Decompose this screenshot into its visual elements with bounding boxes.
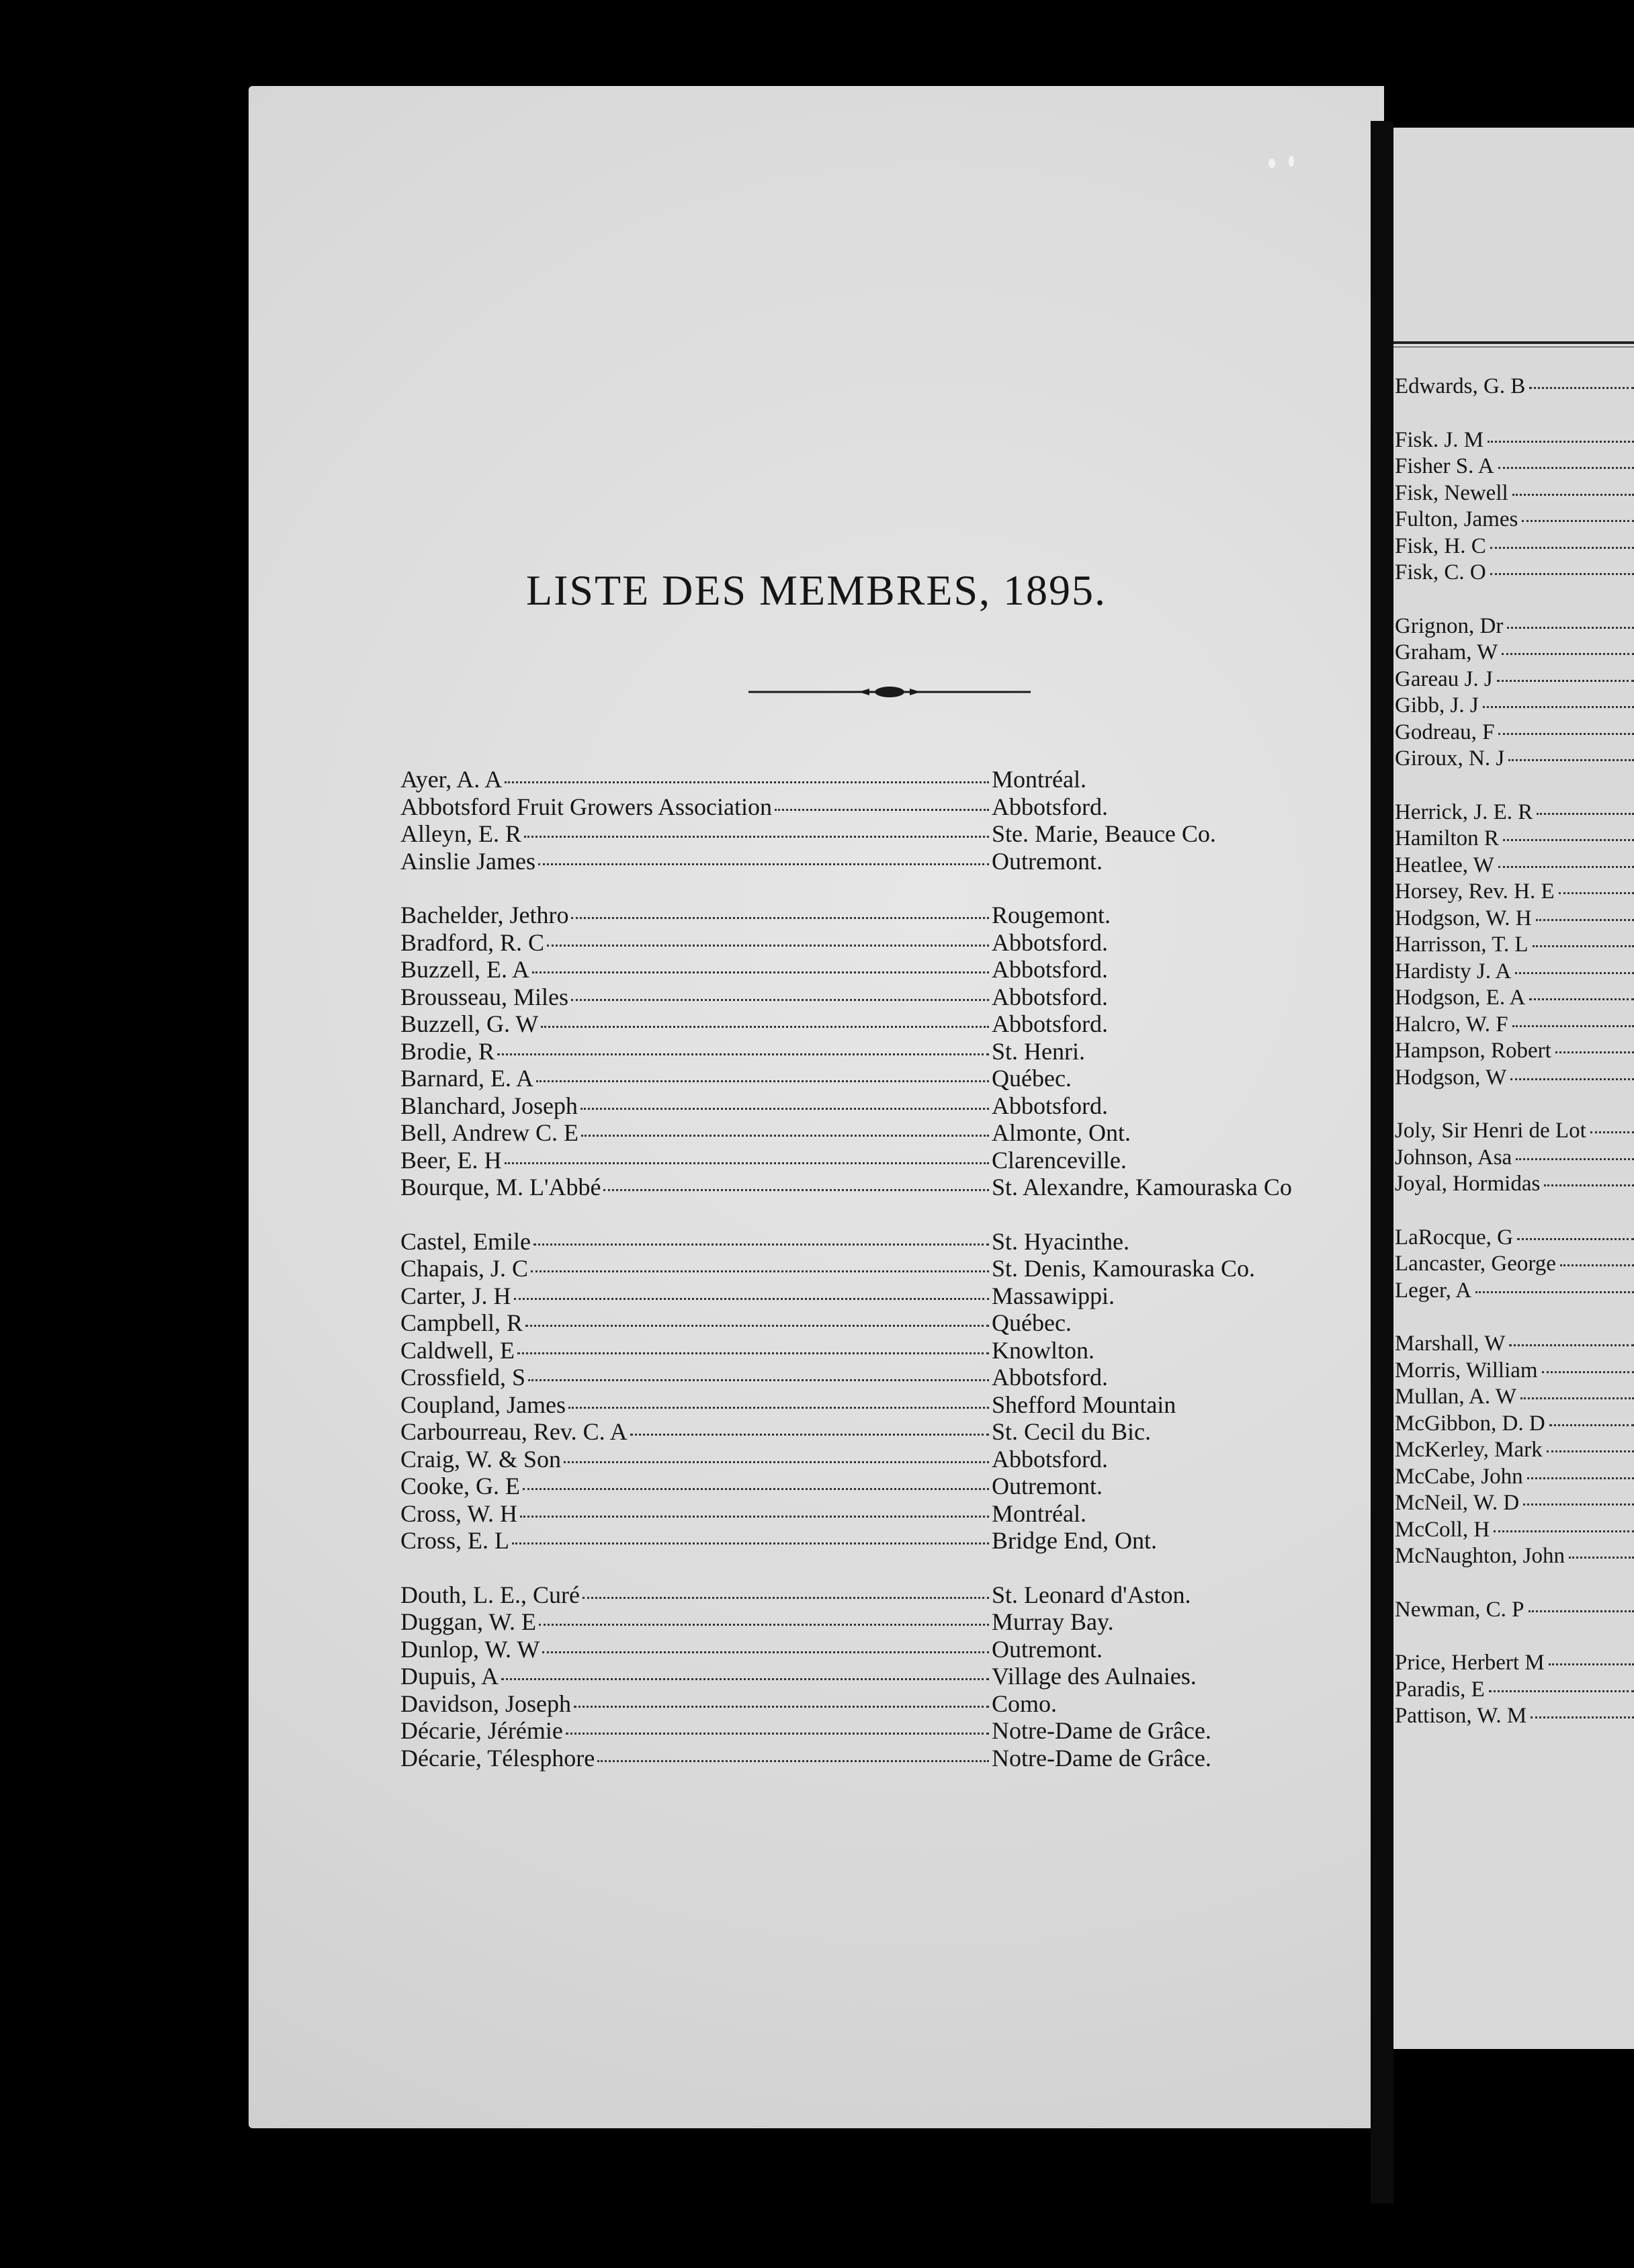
right-member-name: Herrick, J. E. R bbox=[1395, 799, 1533, 824]
leader-dots bbox=[520, 1516, 989, 1518]
leader-dots bbox=[1555, 1051, 1634, 1053]
member-place: St. Hyacinthe. bbox=[992, 1227, 1129, 1255]
member-name: Barnard, E. A bbox=[400, 1065, 533, 1092]
leader-dots bbox=[1549, 1424, 1634, 1426]
member-name: Ayer, A. A bbox=[400, 766, 503, 793]
header-rule bbox=[1393, 341, 1634, 347]
right-member-entry bbox=[1393, 826, 1634, 853]
member-entry bbox=[400, 1418, 1368, 1446]
right-member-name: Fisher S. A bbox=[1395, 454, 1494, 478]
right-member-name: Paradis, E bbox=[1395, 1677, 1485, 1702]
right-member-name: Hodgson, E. A bbox=[1395, 986, 1526, 1010]
leader-dots bbox=[1542, 1371, 1634, 1373]
member-place: Montréal. bbox=[992, 1499, 1086, 1527]
right-member-group bbox=[1393, 1118, 1634, 1198]
member-entry bbox=[400, 1717, 1368, 1745]
member-entry bbox=[400, 929, 1368, 957]
member-place: Como. bbox=[992, 1690, 1058, 1717]
member-entry bbox=[400, 848, 1368, 875]
right-member-group bbox=[1393, 613, 1634, 773]
member-name: Cross, W. H bbox=[400, 1499, 518, 1527]
leader-dots bbox=[1512, 494, 1634, 496]
right-member-name: Grignon, Dr bbox=[1395, 613, 1504, 638]
right-member-name: Hampson, Robert bbox=[1395, 1039, 1551, 1063]
right-member-list bbox=[1393, 374, 1634, 1757]
member-place: Abbotsford. bbox=[992, 1092, 1108, 1119]
leader-dots bbox=[501, 1678, 989, 1680]
leader-dots bbox=[574, 1706, 989, 1708]
member-name: Décarie, Télesphore bbox=[400, 1744, 595, 1772]
leader-dots bbox=[571, 917, 989, 919]
right-member-entry bbox=[1393, 719, 1634, 746]
member-place: Outremont. bbox=[992, 847, 1103, 875]
leader-dots bbox=[536, 1080, 989, 1082]
leader-dots bbox=[538, 863, 989, 865]
member-entry bbox=[400, 1608, 1368, 1636]
member-entry bbox=[400, 1147, 1368, 1174]
leader-dots bbox=[505, 781, 989, 783]
member-entry bbox=[400, 1092, 1368, 1120]
right-member-name: McNeil, W. D bbox=[1395, 1491, 1520, 1515]
leader-dots bbox=[512, 1542, 989, 1544]
member-place: Outremont. bbox=[992, 1635, 1103, 1663]
member-place: St. Leonard d'Aston. bbox=[992, 1581, 1191, 1608]
member-place: St. Henri. bbox=[992, 1037, 1085, 1065]
leader-dots bbox=[531, 1270, 989, 1272]
member-name: Crossfield, S bbox=[400, 1364, 526, 1391]
right-member-name: Fulton, James bbox=[1395, 507, 1518, 531]
right-member-name: Gibb, J. J bbox=[1395, 693, 1479, 717]
member-entry bbox=[400, 1446, 1368, 1473]
member-entry bbox=[400, 1636, 1368, 1663]
right-member-entry bbox=[1393, 879, 1634, 906]
right-member-name: McCabe, John bbox=[1395, 1464, 1523, 1489]
member-entry bbox=[400, 1228, 1368, 1256]
right-member-entry bbox=[1393, 693, 1634, 719]
member-place: Murray Bay. bbox=[992, 1608, 1114, 1635]
member-name: Beer, E. H bbox=[400, 1146, 502, 1174]
member-entry bbox=[400, 1364, 1368, 1391]
member-place: Massawippi. bbox=[992, 1282, 1115, 1309]
member-name: Campbell, R bbox=[400, 1309, 523, 1336]
member-name: Alleyn, E. R bbox=[400, 820, 521, 847]
leader-dots bbox=[1516, 1158, 1634, 1160]
member-entry bbox=[400, 1690, 1368, 1718]
member-name: Dunlop, W. W bbox=[400, 1635, 540, 1663]
right-member-group bbox=[1393, 1597, 1634, 1624]
right-page bbox=[1393, 128, 1634, 2049]
right-member-name: McGibbon, D. D bbox=[1395, 1411, 1545, 1436]
member-place: Montréal. bbox=[992, 766, 1086, 793]
right-member-group bbox=[1393, 799, 1634, 1092]
right-member-entry bbox=[1393, 906, 1634, 932]
right-member-entry bbox=[1393, 1597, 1634, 1624]
member-name: Buzzell, E. A bbox=[400, 956, 529, 983]
leader-dots bbox=[1544, 1184, 1634, 1186]
title-ornament bbox=[748, 684, 1031, 700]
member-entry bbox=[400, 1337, 1368, 1364]
leader-dots bbox=[541, 1026, 989, 1028]
leader-dots bbox=[1483, 706, 1634, 708]
member-entry bbox=[400, 1581, 1368, 1609]
leader-dots bbox=[571, 999, 989, 1001]
right-member-entry bbox=[1393, 1384, 1634, 1411]
member-place: Abbotsford. bbox=[992, 793, 1108, 820]
page-title: LISTE DES MEMBRES, 1895. bbox=[525, 566, 1107, 614]
member-entry bbox=[400, 1473, 1368, 1500]
member-name: Carter, J. H bbox=[400, 1282, 511, 1309]
right-member-entry bbox=[1393, 560, 1634, 586]
right-member-entry bbox=[1393, 1703, 1634, 1730]
right-member-name: Joly, Sir Henri de Lot bbox=[1395, 1119, 1586, 1143]
right-member-entry bbox=[1393, 959, 1634, 986]
right-member-name: Horsey, Rev. H. E bbox=[1395, 879, 1555, 904]
member-place: St. Denis, Kamouraska Co. bbox=[992, 1255, 1255, 1282]
leader-dots bbox=[603, 1189, 989, 1191]
member-place: Québec. bbox=[992, 1065, 1072, 1092]
member-place: St. Alexandre, Kamouraska Co bbox=[992, 1174, 1292, 1201]
leader-dots bbox=[564, 1461, 989, 1463]
member-entry bbox=[400, 902, 1368, 929]
member-entry bbox=[400, 1309, 1368, 1337]
right-member-entry bbox=[1393, 1145, 1634, 1172]
right-member-name: McColl, H bbox=[1395, 1517, 1490, 1542]
member-entry bbox=[400, 1255, 1368, 1282]
leader-dots bbox=[1507, 627, 1634, 629]
right-member-name: Fisk. J. M bbox=[1395, 427, 1484, 452]
leader-dots bbox=[533, 1244, 989, 1246]
leader-dots bbox=[1488, 441, 1634, 443]
right-member-entry bbox=[1393, 1411, 1634, 1438]
leader-dots bbox=[505, 1162, 989, 1164]
right-member-entry bbox=[1393, 1171, 1634, 1198]
member-name: Décarie, Jérémie bbox=[400, 1717, 563, 1744]
leader-dots bbox=[1497, 680, 1634, 682]
member-entry bbox=[400, 956, 1368, 984]
leader-dots bbox=[583, 1597, 989, 1599]
leader-dots bbox=[1533, 945, 1634, 947]
leader-dots bbox=[1523, 1503, 1634, 1506]
member-name: Dupuis, A bbox=[400, 1663, 499, 1690]
member-name: Abbotsford Fruit Growers Association bbox=[400, 793, 772, 820]
right-member-name: McNaughton, John bbox=[1395, 1544, 1565, 1568]
leader-dots bbox=[497, 1053, 989, 1055]
right-member-name: Giroux, N. J bbox=[1395, 746, 1505, 771]
right-member-entry bbox=[1393, 666, 1634, 693]
member-group bbox=[400, 1228, 1368, 1555]
member-name: Castel, Emile bbox=[400, 1227, 531, 1255]
right-member-entry bbox=[1393, 1464, 1634, 1491]
leader-dots bbox=[1527, 1477, 1634, 1479]
member-place: Abbotsford. bbox=[992, 928, 1108, 956]
member-entry bbox=[400, 1745, 1368, 1772]
leader-dots bbox=[1522, 520, 1634, 522]
leader-dots bbox=[1509, 1344, 1634, 1346]
member-name: Caldwell, E bbox=[400, 1336, 515, 1364]
right-member-entry bbox=[1393, 1038, 1634, 1065]
member-entry bbox=[400, 793, 1368, 821]
member-name: Ainslie James bbox=[400, 847, 535, 875]
leader-dots bbox=[1498, 866, 1634, 868]
right-member-entry bbox=[1393, 480, 1634, 507]
leader-dots bbox=[1559, 892, 1634, 894]
member-name: Craig, W. & Son bbox=[400, 1445, 562, 1473]
leader-dots bbox=[581, 1135, 989, 1137]
member-place: Clarenceville. bbox=[992, 1146, 1127, 1174]
leader-dots bbox=[1537, 813, 1634, 815]
member-entry bbox=[400, 1174, 1368, 1201]
member-place: Abbotsford. bbox=[992, 983, 1108, 1010]
right-member-name: Johnson, Asa bbox=[1395, 1145, 1512, 1170]
member-entry bbox=[400, 1010, 1368, 1038]
leader-dots bbox=[597, 1760, 989, 1762]
member-place: Notre-Dame de Grâce. bbox=[992, 1744, 1211, 1772]
leader-dots bbox=[1517, 1238, 1634, 1240]
right-member-name: Fisk, C. O bbox=[1395, 560, 1486, 584]
member-name: Chapais, J. C bbox=[400, 1255, 529, 1282]
member-name: Cooke, G. E bbox=[400, 1473, 520, 1499]
right-member-entry bbox=[1393, 799, 1634, 826]
page-speck bbox=[1289, 156, 1294, 167]
leader-dots bbox=[1490, 573, 1634, 575]
right-member-name: Heatlee, W bbox=[1395, 853, 1494, 877]
right-member-name: Price, Herbert M bbox=[1395, 1651, 1545, 1675]
member-name: Coupland, James bbox=[400, 1391, 566, 1418]
member-place: Québec. bbox=[992, 1309, 1072, 1336]
leader-dots bbox=[1549, 1663, 1634, 1665]
right-member-entry bbox=[1393, 1118, 1634, 1145]
leader-dots bbox=[1494, 1530, 1634, 1532]
member-entry bbox=[400, 766, 1368, 793]
member-name: Duggan, W. E bbox=[400, 1608, 536, 1635]
right-member-name: Mullan, A. W bbox=[1395, 1385, 1516, 1409]
right-member-group bbox=[1393, 374, 1634, 400]
right-member-name: Hardisty J. A bbox=[1395, 959, 1512, 984]
leader-dots bbox=[514, 1298, 989, 1300]
member-place: Village des Aulnaies. bbox=[992, 1663, 1197, 1690]
member-list bbox=[400, 766, 1368, 1798]
member-place: Outremont. bbox=[992, 1473, 1103, 1499]
right-member-group bbox=[1393, 1331, 1634, 1570]
member-entry bbox=[400, 1500, 1368, 1528]
member-name: Buzzell, G. W bbox=[400, 1010, 539, 1037]
leader-dots bbox=[1512, 1025, 1634, 1027]
leader-dots bbox=[528, 1379, 989, 1381]
member-name: Carbourreau, Rev. C. A bbox=[400, 1418, 628, 1445]
member-name: Bradford, R. C bbox=[400, 928, 544, 956]
right-member-entry bbox=[1393, 932, 1634, 959]
right-member-name: Hodgson, W. H bbox=[1395, 906, 1532, 930]
right-member-entry bbox=[1393, 1650, 1634, 1677]
leader-dots bbox=[580, 1108, 989, 1110]
right-member-name: Edwards, G. B bbox=[1395, 374, 1526, 398]
right-member-entry bbox=[1393, 985, 1634, 1012]
member-place: Bridge End, Ont. bbox=[992, 1527, 1157, 1554]
leader-dots bbox=[1508, 759, 1634, 761]
right-member-name: Fisk, Newell bbox=[1395, 480, 1508, 505]
right-member-entry bbox=[1393, 1677, 1634, 1704]
member-name: Bachelder, Jethro bbox=[400, 902, 569, 928]
leader-dots bbox=[1510, 1078, 1634, 1080]
right-member-entry bbox=[1393, 507, 1634, 533]
right-member-entry bbox=[1393, 1225, 1634, 1252]
leader-dots bbox=[1475, 1291, 1634, 1293]
member-place: Knowlton. bbox=[992, 1336, 1094, 1364]
leader-dots bbox=[1590, 1131, 1634, 1133]
right-member-entry bbox=[1393, 1331, 1634, 1358]
member-place: Rougemont. bbox=[992, 902, 1111, 928]
right-member-entry bbox=[1393, 453, 1634, 480]
member-place: Abbotsford. bbox=[992, 1364, 1108, 1391]
leader-dots bbox=[566, 1733, 989, 1735]
right-member-group bbox=[1393, 1650, 1634, 1730]
member-name: Brodie, R bbox=[400, 1037, 494, 1065]
right-member-name: Joyal, Hormidas bbox=[1395, 1172, 1541, 1196]
member-place: Abbotsford. bbox=[992, 956, 1108, 983]
right-member-entry bbox=[1393, 1437, 1634, 1464]
right-member-name: Leger, A bbox=[1395, 1278, 1472, 1303]
right-member-name: McKerley, Mark bbox=[1395, 1438, 1543, 1462]
right-member-entry bbox=[1393, 1251, 1634, 1278]
right-member-name: Marshall, W bbox=[1395, 1332, 1506, 1356]
member-group bbox=[400, 1581, 1368, 1772]
leader-dots bbox=[1529, 1610, 1634, 1612]
right-member-name: Halcro, W. F bbox=[1395, 1012, 1508, 1037]
leader-dots bbox=[1547, 1450, 1634, 1452]
right-member-group bbox=[1393, 427, 1634, 586]
member-place: Almonte, Ont. bbox=[992, 1119, 1131, 1146]
right-member-name: Harrisson, T. L bbox=[1395, 932, 1529, 957]
right-member-name: Fisk, H. C bbox=[1395, 533, 1486, 558]
right-member-name: LaRocque, G bbox=[1395, 1225, 1513, 1250]
right-member-entry bbox=[1393, 746, 1634, 773]
leader-dots bbox=[1569, 1557, 1634, 1559]
leader-dots bbox=[1531, 1716, 1634, 1718]
member-entry bbox=[400, 1663, 1368, 1690]
leader-dots bbox=[1529, 998, 1634, 1000]
member-name: Douth, L. E., Curé bbox=[400, 1581, 580, 1608]
right-member-entry bbox=[1393, 1517, 1634, 1544]
right-member-entry bbox=[1393, 533, 1634, 560]
right-member-entry bbox=[1393, 427, 1634, 454]
book-spine bbox=[1371, 121, 1393, 2204]
leader-dots bbox=[523, 1488, 989, 1490]
leader-dots bbox=[542, 1651, 989, 1653]
member-entry bbox=[400, 1038, 1368, 1065]
member-place: Abbotsford. bbox=[992, 1445, 1108, 1473]
member-entry bbox=[400, 1282, 1368, 1310]
member-group bbox=[400, 902, 1368, 1201]
leader-dots bbox=[539, 1624, 989, 1626]
right-member-name: Lancaster, George bbox=[1395, 1252, 1556, 1276]
leader-dots bbox=[1515, 972, 1634, 974]
right-member-entry bbox=[1393, 1012, 1634, 1039]
right-member-name: Godreau, F bbox=[1395, 719, 1495, 744]
leader-dots bbox=[547, 945, 989, 947]
right-member-name: Newman, C. P bbox=[1395, 1597, 1524, 1622]
leader-dots bbox=[630, 1434, 989, 1436]
leader-dots bbox=[1529, 387, 1634, 389]
member-name: Davidson, Joseph bbox=[400, 1690, 571, 1717]
member-place: Abbotsford. bbox=[992, 1010, 1108, 1037]
right-member-name: Gareau J. J bbox=[1395, 666, 1493, 691]
right-member-entry bbox=[1393, 1278, 1634, 1305]
member-place: Ste. Marie, Beauce Co. bbox=[992, 820, 1216, 847]
member-name: Brousseau, Miles bbox=[400, 983, 568, 1010]
leader-dots bbox=[1560, 1264, 1634, 1266]
member-place: Notre-Dame de Grâce. bbox=[992, 1717, 1211, 1744]
right-member-group bbox=[1393, 1225, 1634, 1305]
right-member-entry bbox=[1393, 640, 1634, 666]
leader-dots bbox=[532, 971, 989, 973]
leader-dots bbox=[1490, 547, 1634, 549]
member-group bbox=[400, 766, 1368, 875]
leader-dots bbox=[1502, 653, 1634, 655]
leader-dots bbox=[1498, 467, 1634, 469]
member-name: Blanchard, Joseph bbox=[400, 1092, 578, 1119]
right-member-entry bbox=[1393, 1358, 1634, 1385]
right-member-entry bbox=[1393, 613, 1634, 640]
page-speck bbox=[1268, 159, 1275, 168]
leader-dots bbox=[1520, 1397, 1634, 1399]
right-member-name: Hodgson, W bbox=[1395, 1065, 1507, 1090]
member-entry bbox=[400, 820, 1368, 848]
right-member-entry bbox=[1393, 1065, 1634, 1092]
leader-dots bbox=[517, 1352, 989, 1354]
leader-dots bbox=[568, 1407, 989, 1409]
member-place: St. Cecil du Bic. bbox=[992, 1418, 1151, 1445]
member-name: Bell, Andrew C. E bbox=[400, 1119, 578, 1146]
leader-dots bbox=[1489, 1690, 1634, 1692]
leader-dots bbox=[524, 836, 989, 838]
member-place: Shefford Mountain bbox=[992, 1391, 1176, 1418]
member-entry bbox=[400, 984, 1368, 1011]
member-entry bbox=[400, 1391, 1368, 1419]
right-member-name: Graham, W bbox=[1395, 640, 1498, 664]
right-member-entry bbox=[1393, 1543, 1634, 1570]
right-member-entry bbox=[1393, 853, 1634, 879]
member-entry bbox=[400, 1065, 1368, 1092]
right-member-name: Pattison, W. M bbox=[1395, 1704, 1527, 1728]
member-entry bbox=[400, 1527, 1368, 1555]
member-name: Bourque, M. L'Abbé bbox=[400, 1174, 601, 1201]
right-member-entry bbox=[1393, 374, 1634, 400]
leader-dots bbox=[775, 809, 989, 811]
leader-dots bbox=[1536, 919, 1634, 921]
right-member-entry bbox=[1393, 1490, 1634, 1517]
right-member-name: Morris, William bbox=[1395, 1358, 1538, 1383]
right-member-name: Hamilton R bbox=[1395, 826, 1499, 850]
leader-dots bbox=[1498, 733, 1634, 735]
member-entry bbox=[400, 1119, 1368, 1147]
leader-dots bbox=[1503, 839, 1634, 841]
leader-dots bbox=[525, 1325, 989, 1327]
member-name: Cross, E. L bbox=[400, 1527, 509, 1554]
